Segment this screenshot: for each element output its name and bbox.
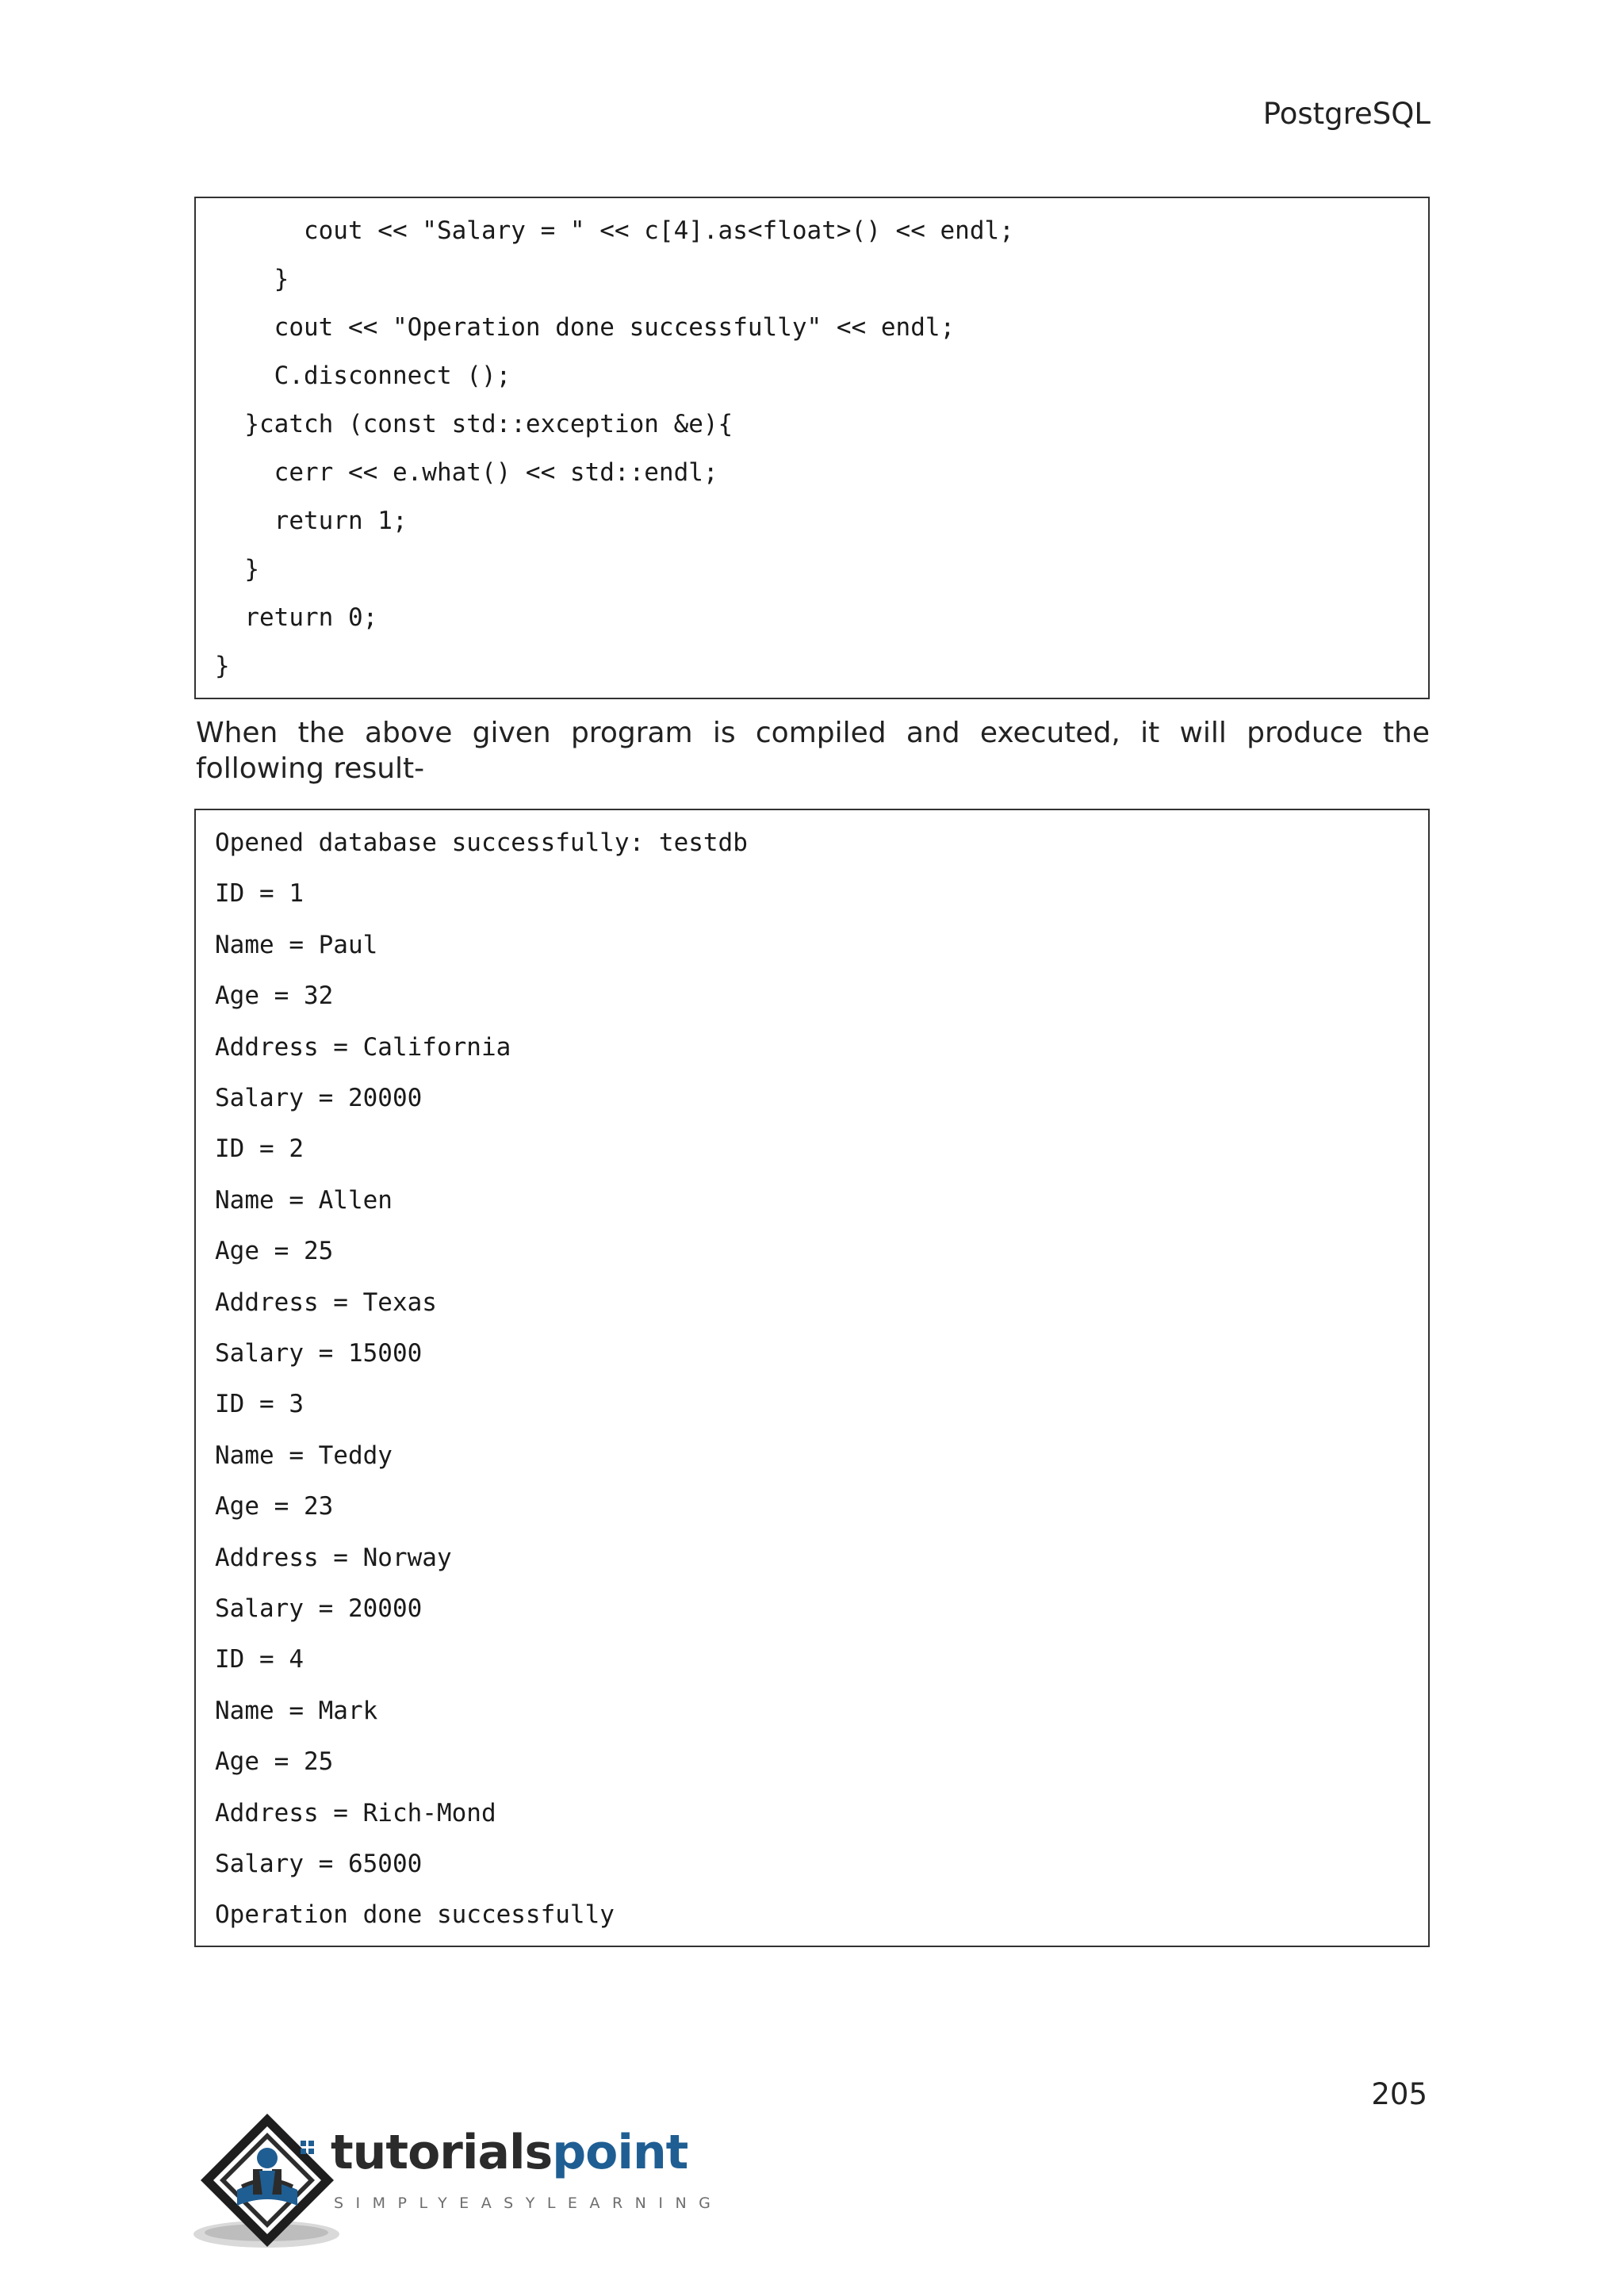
code-line: Address = Norway: [215, 1543, 452, 1572]
code-line: Salary = 20000: [215, 1594, 423, 1623]
code-line: Address = Texas: [215, 1288, 437, 1317]
code-line: }: [215, 265, 289, 293]
code-line: return 1;: [215, 507, 408, 535]
code-line: Name = Teddy: [215, 1441, 393, 1470]
code-line: ID = 3: [215, 1390, 304, 1419]
code-line: cout << "Operation done successfully" << endl;: [215, 313, 956, 342]
page-header-title: PostgreSQL: [1262, 97, 1431, 131]
code-line: Salary = 20000: [215, 1084, 423, 1112]
code-line: cout << "Salary = " << c[4].as<float>() << endl;: [215, 216, 1014, 245]
code-line: C.disconnect ();: [215, 362, 511, 390]
code-line: }: [215, 555, 259, 584]
output-block: [194, 809, 1430, 1947]
code-line: }: [215, 652, 230, 680]
code-line: cerr << e.what() << std::endl;: [215, 458, 718, 487]
code-line: Age = 23: [215, 1492, 334, 1521]
code-line: Address = Rich-Mond: [215, 1798, 496, 1827]
code-line: Salary = 65000: [215, 1850, 423, 1878]
body-paragraph: When the above given program is compiled and executed, it will produce the following result-: [196, 717, 1430, 785]
code-line: ID = 2: [215, 1135, 304, 1164]
code-line: ID = 1: [215, 879, 304, 909]
code-line: Operation done successfully: [215, 1900, 615, 1930]
code-line: Age = 25: [215, 1747, 334, 1777]
logo-wordmark-part1: tutorials: [331, 2125, 553, 2180]
code-line: return 0;: [215, 603, 378, 632]
code-line: Name = Mark: [215, 1696, 378, 1725]
code-block: [194, 197, 1430, 699]
code-line: ID = 4: [215, 1645, 304, 1674]
code-line: Name = Paul: [215, 930, 378, 959]
page-number: 205: [1371, 2077, 1427, 2111]
code-line: Name = Allen: [215, 1185, 393, 1215]
logo-wordmark: [331, 2125, 688, 2180]
code-line: Age = 25: [215, 1237, 334, 1266]
code-line: Address = California: [215, 1032, 511, 1062]
logo-emblem-icon: [193, 2107, 351, 2255]
logo-tagline: SIMPLYEASYLEARNING: [334, 2195, 723, 2212]
tutorialspoint-logo: [193, 2107, 723, 2255]
code-line: }catch (const std::exception &e){: [215, 410, 733, 438]
logo-wordmark-part2: point: [552, 2125, 688, 2180]
code-line: Age = 32: [215, 982, 334, 1011]
code-line: Opened database successfully: testdb: [215, 828, 748, 857]
code-line: Salary = 15000: [215, 1339, 423, 1368]
